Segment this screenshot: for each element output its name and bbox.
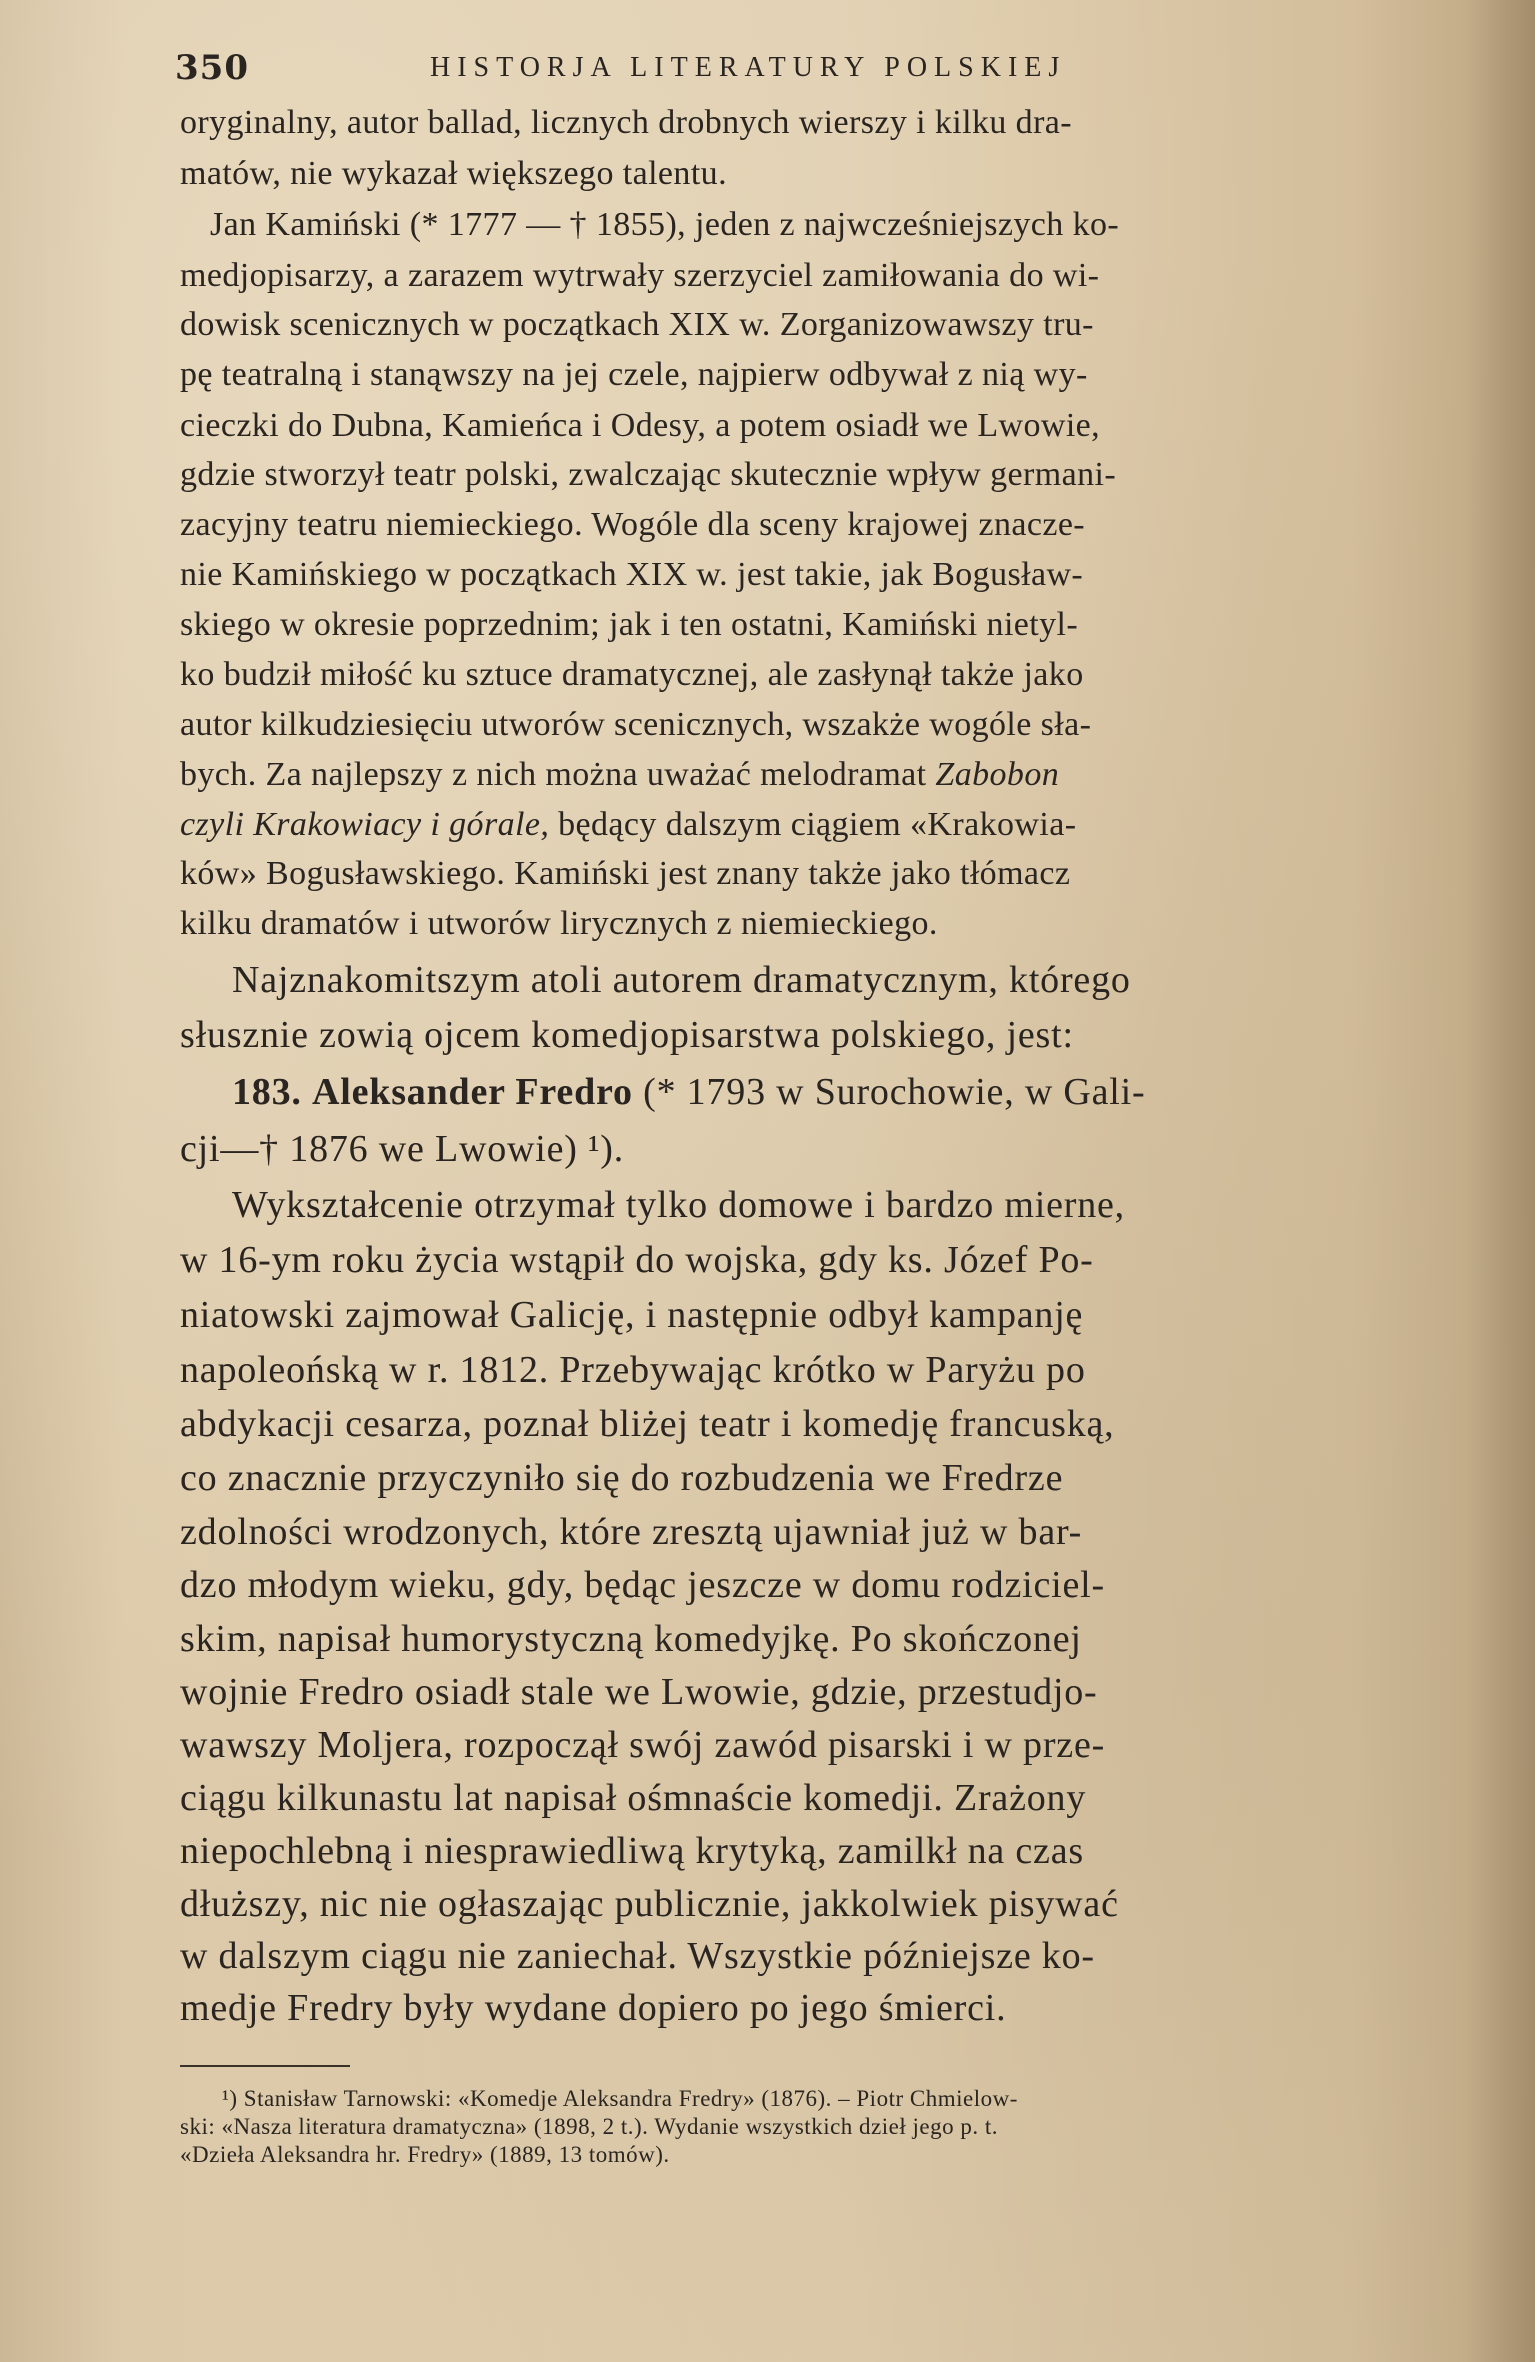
text-line: Wykształcenie otrzymał tylko domowe i bardzo mierne, bbox=[232, 1184, 1125, 1226]
page-edge-shadow bbox=[1465, 0, 1535, 2362]
play-title-italic: czyli Krakowiacy i górale, bbox=[180, 806, 550, 843]
entry-dates: (* 1793 w Surochowie, w Gali- bbox=[643, 1071, 1146, 1113]
text-line: dowisk scenicznych w początkach XIX w. Zorganizowawszy tru- bbox=[180, 306, 1094, 343]
text-line: słusznie zowią ojcem komedjopisarstwa polskiego, jest: bbox=[180, 1014, 1074, 1056]
text-line: oryginalny, autor ballad, licznych drobnych wierszy i kilku dra- bbox=[180, 104, 1073, 141]
text-line: medjopisarzy, a zarazem wytrwały szerzyciel zamiłowania do wi- bbox=[180, 257, 1100, 294]
text-line bbox=[180, 756, 1059, 794]
text-line: skim, napisał humorystyczną komedyjkę. Po skończonej bbox=[180, 1618, 1082, 1660]
text-line: w dalszym ciągu nie zaniechał. Wszystkie późniejsze ko- bbox=[180, 1935, 1095, 1977]
text-line: wawszy Moljera, rozpoczął swój zawód pisarski i w prze- bbox=[180, 1724, 1106, 1766]
text-line: nie Kamińskiego w początkach XIX w. jest takie, jak Bogusław- bbox=[180, 556, 1084, 593]
text-line: kilku dramatów i utworów lirycznych z niemieckiego. bbox=[180, 905, 938, 942]
text-line: zacyjny teatru niemieckiego. Wogóle dla sceny krajowej znacze- bbox=[180, 506, 1086, 543]
play-title-italic: Zabobon bbox=[935, 756, 1060, 793]
text-line: Najznakomitszym atoli autorem dramatycznym, którego bbox=[232, 959, 1131, 1001]
text-line: pę teatralną i stanąwszy na jej czele, najpierw odbywał z nią wy- bbox=[180, 356, 1088, 393]
text-line: dzo młodym wieku, gdy, będąc jeszcze w domu rodziciel- bbox=[180, 1564, 1105, 1606]
text-span: będący dalszym ciągiem «Krakowia- bbox=[558, 806, 1077, 843]
text-line: cieczki do Dubna, Kamieńca i Odesy, a potem osiadł we Lwowie, bbox=[180, 407, 1101, 444]
text-line: wojnie Fredro osiadł stale we Lwowie, gdzie, przestudjo- bbox=[180, 1671, 1098, 1713]
text-line: Jan Kamiński (* 1777 — † 1855), jeden z najwcześniejszych ko- bbox=[210, 206, 1120, 243]
entry-number: 183. bbox=[232, 1071, 302, 1113]
text-line bbox=[180, 806, 1076, 844]
text-line: ków» Bogusławskiego. Kamiński jest znany także jako tłómacz bbox=[180, 855, 1071, 892]
text-line: medje Fredry były wydane dopiero po jego śmierci. bbox=[180, 1987, 1007, 2029]
text-line: zdolności wrodzonych, które zresztą ujawniał już w bar- bbox=[180, 1511, 1083, 1553]
text-line: skiego w okresie poprzednim; jak i ten ostatni, Kamiński nietyl- bbox=[180, 606, 1079, 643]
text-line: co znacznie przyczyniło się do rozbudzenia we Fredrze bbox=[180, 1457, 1064, 1499]
entry-line bbox=[232, 1070, 1145, 1114]
entry-line: cji—† 1876 we Lwowie) ¹). bbox=[180, 1128, 625, 1170]
footnote-line: ¹) Stanisław Tarnowski: «Komedje Aleksandra Fredry» (1876). – Piotr Chmielow- bbox=[222, 2086, 1018, 2111]
footnote-divider bbox=[180, 2065, 350, 2067]
author-name: Aleksander Fredro bbox=[312, 1071, 633, 1113]
text-line: w 16-ym roku życia wstąpił do wojska, gdy ks. Józef Po- bbox=[180, 1239, 1094, 1281]
text-line: dłuższy, nic nie ogłaszając publicznie, jakkolwiek pisywać bbox=[180, 1883, 1119, 1925]
page-number: 350 bbox=[175, 48, 249, 88]
text-line: niatowski zajmował Galicję, i następnie odbył kampanję bbox=[180, 1294, 1084, 1336]
text-line: matów, nie wykazał większego talentu. bbox=[180, 155, 727, 192]
text-line: ko budził miłość ku sztuce dramatycznej, ale zasłynął także jako bbox=[180, 656, 1084, 693]
running-title: HISTORJA LITERATURY POLSKIEJ bbox=[430, 52, 1067, 83]
text-line: ciągu kilkunastu lat napisał ośmnaście komedji. Zrażony bbox=[180, 1777, 1087, 1819]
footnote-line: «Dzieła Aleksandra hr. Fredry» (1889, 13 tomów). bbox=[180, 2142, 670, 2167]
running-head bbox=[175, 48, 1425, 88]
text-span: bych. Za najlepszy z nich można uważać melodramat bbox=[180, 756, 927, 793]
footnote-line: ski: «Nasza literatura dramatyczna» (1898, 2 t.). Wydanie wszystkich dzieł jego p. t. bbox=[180, 2114, 998, 2139]
text-line: niepochlebną i niesprawiedliwą krytyką, zamilkł na czas bbox=[180, 1830, 1084, 1872]
text-line: gdzie stworzył teatr polski, zwalczając skutecznie wpływ germani- bbox=[180, 456, 1117, 493]
text-line: abdykacji cesarza, poznał bliżej teatr i komedję francuską, bbox=[180, 1403, 1115, 1445]
text-line: napoleońską w r. 1812. Przebywając krótko w Paryżu po bbox=[180, 1349, 1086, 1391]
text-line: autor kilkudziesięciu utworów scenicznych, wszakże wogóle sła- bbox=[180, 706, 1092, 743]
